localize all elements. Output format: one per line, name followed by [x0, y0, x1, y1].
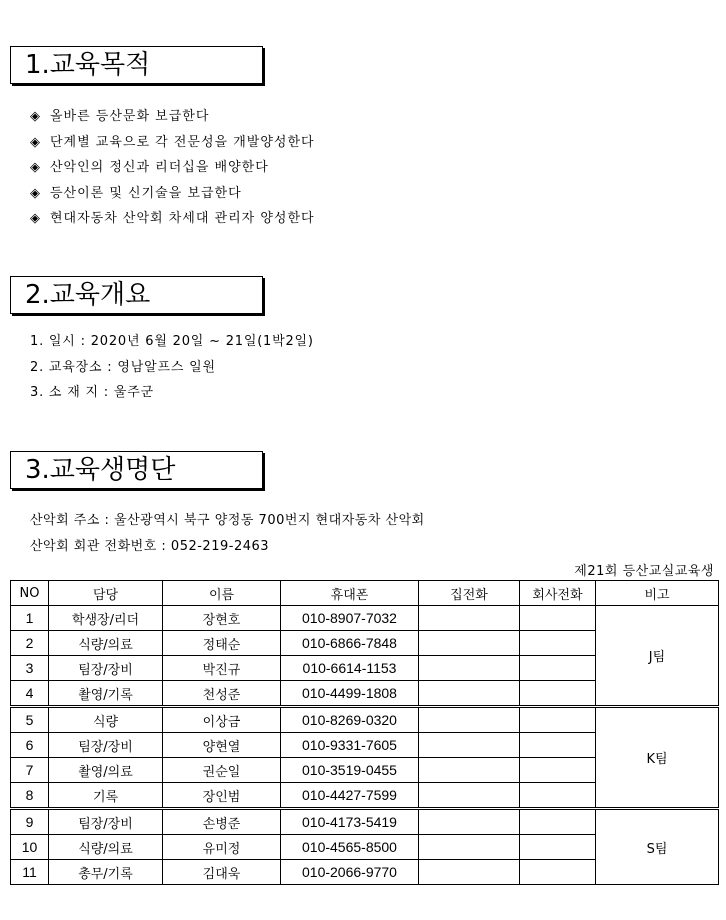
- cell-no: 1: [11, 606, 49, 631]
- cell-role: 팀장/장비: [49, 733, 163, 758]
- cell-home: [419, 809, 520, 835]
- cell-name: 손병준: [163, 809, 281, 835]
- list-item: ◈ 등산이론 및 신기술을 보급한다: [30, 185, 242, 201]
- cell-name: 장현호: [163, 606, 281, 631]
- cell-no: 2: [11, 631, 49, 656]
- cell-mobile: 010-6614-1153: [281, 656, 419, 681]
- diamond-bullet-icon: ◈: [30, 211, 41, 226]
- list-item: ◈ 단계별 교육으로 각 전문성을 개발양성한다: [30, 134, 315, 150]
- table-row: [11, 809, 719, 835]
- cell-no: 3: [11, 656, 49, 681]
- cell-home: [419, 783, 520, 809]
- column-header: 휴대폰: [281, 581, 419, 606]
- diamond-bullet-icon: ◈: [30, 160, 41, 175]
- cell-no: 11: [11, 860, 49, 885]
- list-item: 1. 일시 : 2020년 6월 20일 ~ 21일(1박2일): [30, 334, 314, 349]
- diamond-bullet-icon: ◈: [30, 109, 41, 124]
- list-item: ◈ 현대자동차 산악회 차세대 관리자 양성한다: [30, 211, 315, 226]
- club-phone: 산악회 회관 전화번호 : 052-219-2463: [30, 539, 270, 554]
- cell-mobile: 010-3519-0455: [281, 758, 419, 783]
- purpose-list: [30, 108, 315, 236]
- column-header: 비고: [596, 581, 719, 606]
- club-address: 산악회 주소 : 울산광역시 북구 양정동 700번지 현대자동차 산악회: [30, 513, 425, 528]
- diamond-bullet-icon: ◈: [30, 185, 41, 201]
- cell-office: [520, 835, 596, 860]
- table-caption: 제21회 등산교실교육생: [574, 564, 714, 579]
- diamond-bullet-icon: ◈: [30, 134, 41, 150]
- cell-home: [419, 733, 520, 758]
- cell-mobile: 010-4427-7599: [281, 783, 419, 809]
- cell-home: [419, 631, 520, 656]
- cell-name: 유미정: [163, 835, 281, 860]
- cell-role: 총무/기록: [49, 860, 163, 885]
- cell-home: [419, 758, 520, 783]
- section-title-purpose: 1.교육목적: [10, 46, 263, 84]
- cell-home: [419, 860, 520, 885]
- cell-role: 팀장/장비: [49, 809, 163, 835]
- cell-role: 기록: [49, 783, 163, 809]
- cell-mobile: 010-2066-9770: [281, 860, 419, 885]
- list-item: ◈ 산악인의 정신과 리더십을 배양한다: [30, 160, 269, 175]
- cell-name: 박진규: [163, 656, 281, 681]
- column-header: 담당: [49, 581, 163, 606]
- cell-office: [520, 606, 596, 631]
- cell-team: S팀: [596, 809, 719, 885]
- cell-mobile: 010-4173-5419: [281, 809, 419, 835]
- cell-mobile: 010-8907-7032: [281, 606, 419, 631]
- cell-no: 5: [11, 707, 49, 733]
- cell-mobile: 010-6866-7848: [281, 631, 419, 656]
- table-row: [11, 606, 719, 631]
- cell-office: [520, 733, 596, 758]
- cell-mobile: 010-4499-1808: [281, 681, 419, 707]
- cell-role: 촬영/의료: [49, 758, 163, 783]
- cell-no: 6: [11, 733, 49, 758]
- overview-list: [30, 333, 314, 410]
- column-header: 이름: [163, 581, 281, 606]
- cell-name: 이상금: [163, 707, 281, 733]
- cell-home: [419, 606, 520, 631]
- roster-table: [10, 580, 719, 885]
- cell-role: 학생장/리더: [49, 606, 163, 631]
- cell-mobile: 010-9331-7605: [281, 733, 419, 758]
- cell-no: 4: [11, 681, 49, 707]
- cell-role: 식량: [49, 707, 163, 733]
- cell-home: [419, 681, 520, 707]
- list-item: ◈ 올바른 등산문화 보급한다: [30, 109, 210, 124]
- cell-team: J팀: [596, 606, 719, 707]
- cell-home: [419, 707, 520, 733]
- section-title-roster: 3.교육생명단: [10, 451, 263, 489]
- cell-home: [419, 656, 520, 681]
- cell-home: [419, 835, 520, 860]
- cell-mobile: 010-4565-8500: [281, 835, 419, 860]
- cell-name: 정태순: [163, 631, 281, 656]
- cell-office: [520, 681, 596, 707]
- cell-office: [520, 809, 596, 835]
- cell-mobile: 010-8269-0320: [281, 707, 419, 733]
- cell-name: 권순일: [163, 758, 281, 783]
- section-title-overview: 2.교육개요: [10, 276, 263, 314]
- cell-office: [520, 707, 596, 733]
- list-item: 2. 교육장소 : 영남알프스 일원: [30, 359, 216, 375]
- cell-office: [520, 758, 596, 783]
- cell-office: [520, 783, 596, 809]
- cell-name: 김대욱: [163, 860, 281, 885]
- column-header: 회사전화: [520, 581, 596, 606]
- cell-role: 식량/의료: [49, 835, 163, 860]
- cell-role: 식량/의료: [49, 631, 163, 656]
- table-row: [11, 707, 719, 733]
- cell-no: 8: [11, 783, 49, 809]
- cell-name: 장인범: [163, 783, 281, 809]
- column-header: 집전화: [419, 581, 520, 606]
- cell-no: 9: [11, 809, 49, 835]
- cell-team: K팀: [596, 707, 719, 809]
- cell-name: 천성준: [163, 681, 281, 707]
- cell-office: [520, 860, 596, 885]
- cell-office: [520, 631, 596, 656]
- cell-role: 촬영/기록: [49, 681, 163, 707]
- table-header-row: [11, 581, 719, 606]
- cell-office: [520, 656, 596, 681]
- cell-no: 7: [11, 758, 49, 783]
- cell-name: 양현열: [163, 733, 281, 758]
- cell-no: 10: [11, 835, 49, 860]
- column-header: NO: [11, 581, 49, 606]
- cell-role: 팀장/장비: [49, 656, 163, 681]
- list-item: 3. 소 재 지 : 울주군: [30, 385, 154, 400]
